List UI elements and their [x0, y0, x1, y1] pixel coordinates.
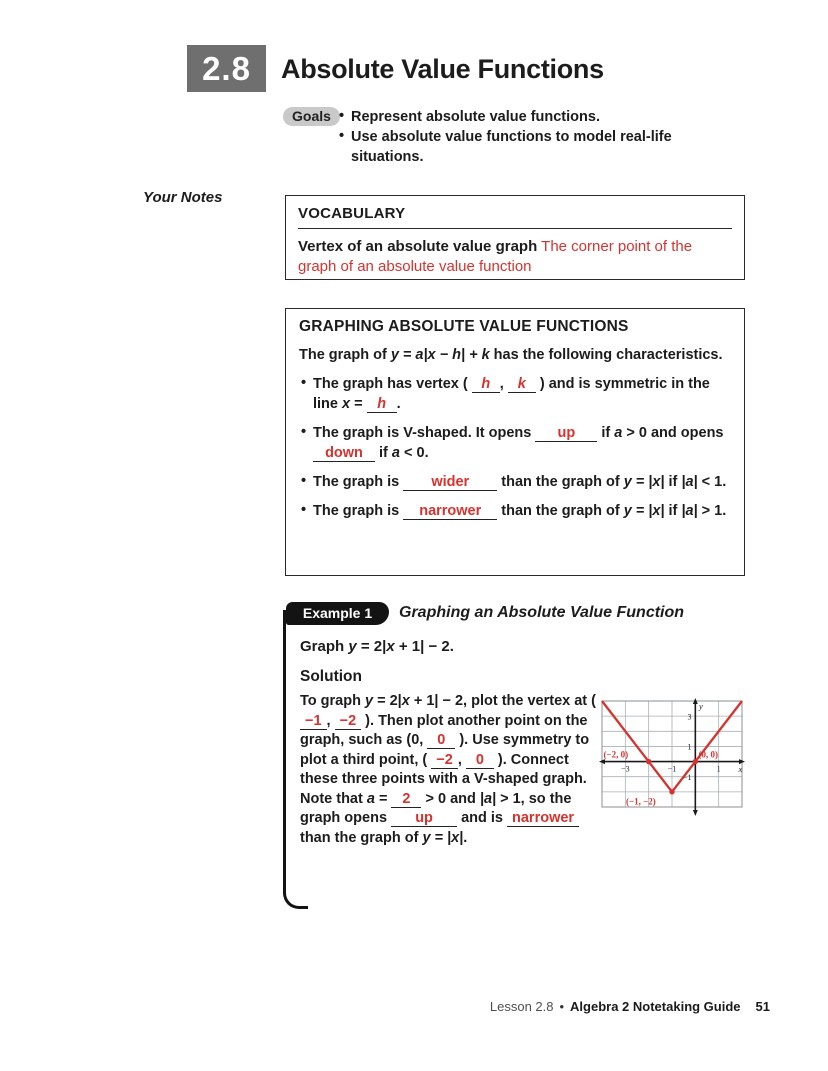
fill-in-blank: up	[535, 426, 597, 442]
text-fragment: > 1, so the graph opens	[300, 790, 572, 826]
divider	[298, 228, 732, 229]
text-fragment: ). Connect these three points with a V-shaped graph. Note that	[300, 751, 587, 807]
text-fragment: Graph	[300, 638, 349, 655]
text-fragment: a	[614, 425, 623, 441]
text-fragment: + 1| − 2.	[394, 638, 454, 655]
text-fragment: has the following characteristics.	[489, 347, 723, 363]
fill-in-blank: −2	[335, 714, 362, 730]
text-fragment: |a|	[479, 790, 497, 807]
text-fragment: than the graph of	[497, 474, 624, 490]
text-fragment: The graph is	[313, 474, 404, 490]
text-fragment: if	[664, 503, 682, 519]
bullet-icon: •	[301, 502, 307, 518]
goals-list	[337, 107, 729, 167]
vocabulary-box	[285, 195, 745, 280]
fill-in-blank: 0	[427, 733, 455, 749]
text-fragment: < 1.	[697, 474, 727, 490]
text-fragment: |a|	[681, 474, 698, 490]
text-fragment: ,	[499, 376, 508, 392]
text-fragment: = 2|	[373, 693, 402, 709]
text-fragment: < 0.	[400, 445, 429, 461]
text-fragment: a	[366, 790, 375, 807]
solution-paragraph	[300, 692, 604, 848]
text-fragment: x	[342, 396, 351, 412]
footer-separator: •	[559, 999, 565, 1014]
text-fragment: y = |x|	[422, 829, 464, 846]
bullet-icon: •	[339, 108, 345, 124]
y-tick-label: 1	[687, 742, 692, 752]
text-fragment: ,	[326, 712, 335, 729]
solution-heading: Solution	[300, 668, 362, 685]
rule-text	[313, 474, 726, 490]
point-neg2-0	[646, 759, 651, 764]
goal-text: Use absolute value functions to model real-life situations.	[351, 129, 672, 165]
text-fragment: y	[348, 638, 357, 655]
text-fragment: and is	[457, 810, 508, 826]
bullet-icon: •	[301, 424, 307, 440]
example-title: Graphing an Absolute Value Function	[399, 604, 685, 621]
y-axis-bottom-arrow-icon	[693, 810, 698, 816]
rule-text	[313, 376, 710, 412]
text-fragment: .	[463, 829, 468, 846]
text-fragment: = 2|	[356, 638, 387, 655]
footer-book-title: Algebra 2 Notetaking Guide	[570, 999, 741, 1014]
fill-in-blank: narrower	[403, 504, 497, 520]
text-fragment: than the graph of	[300, 829, 423, 846]
goal-item	[337, 107, 729, 127]
x-axis-label: x	[738, 764, 743, 774]
rule-bullet	[299, 423, 731, 463]
vocabulary-entry	[298, 237, 732, 277]
rule-text	[313, 425, 724, 461]
text-fragment: The graph of	[299, 347, 391, 363]
fill-in-blank: −1	[300, 714, 327, 730]
text-fragment: + 1| − 2, plot the vertex at (	[409, 693, 596, 709]
y-tick-label: 3	[687, 712, 692, 722]
y-tick-label: −1	[682, 773, 692, 782]
text-fragment: .	[396, 396, 401, 412]
rule-bullet	[299, 501, 731, 521]
absolute-value-graph-figure	[599, 698, 745, 818]
your-notes-label: Your Notes	[143, 189, 223, 206]
rule-bullet	[299, 374, 731, 414]
vocabulary-term: Vertex of an absolute value graph	[298, 238, 538, 255]
lesson-number-badge: 2.8	[187, 45, 266, 92]
text-fragment: if	[597, 425, 615, 441]
point-label-neg2-0: (−2, 0)	[603, 749, 629, 760]
text-fragment: ) and is symmetric in the line	[313, 376, 710, 412]
text-fragment: > 0 and opens	[622, 425, 724, 441]
fill-in-blank: narrower	[507, 811, 579, 827]
point-label-vertex: (−1, −2)	[626, 796, 656, 807]
fill-in-blank: h	[472, 377, 500, 393]
graphing-rules-box	[285, 308, 745, 576]
rule-bullet	[299, 472, 731, 492]
page-title: Absolute Value Functions	[281, 54, 604, 84]
text-fragment: a	[391, 445, 400, 461]
fill-in-blank: −2	[431, 753, 458, 769]
goal-item	[337, 127, 729, 167]
text-fragment: ). Then plot another point on the graph, such as (0,	[300, 712, 588, 748]
x-tick-label: −1	[667, 764, 677, 774]
bullet-icon: •	[301, 375, 307, 391]
point-0-0	[693, 759, 698, 764]
text-fragment: x	[386, 638, 395, 655]
page-footer	[420, 999, 770, 1014]
text-fragment: The graph is	[313, 503, 404, 519]
fill-in-blank: up	[391, 811, 457, 827]
text-fragment: x	[401, 693, 410, 709]
text-fragment: |a|	[681, 503, 698, 519]
text-fragment: if	[375, 445, 392, 461]
text-fragment: y = |x|	[623, 503, 665, 519]
x-tick-label: 1	[716, 764, 721, 774]
fill-in-blank: down	[313, 446, 375, 462]
fill-in-blank: 2	[391, 792, 421, 808]
text-fragment: ). Use symmetry to plot a third point, (	[300, 732, 590, 768]
text-fragment: > 0 and	[421, 790, 480, 807]
text-fragment: y = |x|	[623, 474, 665, 490]
fill-in-blank: h	[367, 397, 397, 413]
text-fragment: y	[364, 693, 374, 709]
text-fragment: ,	[457, 751, 466, 768]
text-fragment: The graph is V-shaped. It opens	[313, 425, 536, 441]
text-fragment: =	[350, 396, 367, 412]
x-tick-label: −3	[621, 764, 630, 774]
rule-text	[313, 503, 726, 519]
text-fragment: > 1.	[697, 503, 727, 519]
fill-in-blank: wider	[403, 475, 497, 491]
text-fragment: y = a|x − h| + k	[390, 347, 490, 363]
vocabulary-title: VOCABULARY	[298, 205, 406, 222]
point-label-0-0: (0, 0)	[698, 749, 718, 760]
vocabulary-definition-handwritten: The corner point of the graph of an absolute value function	[298, 238, 693, 275]
vertex-point	[669, 789, 674, 794]
text-fragment: =	[374, 790, 392, 807]
bullet-icon: •	[301, 473, 307, 489]
graphing-box-intro	[299, 345, 731, 365]
graphing-box-title: GRAPHING ABSOLUTE VALUE FUNCTIONS	[299, 318, 629, 335]
y-axis-label: y	[699, 701, 703, 711]
fill-in-blank: 0	[466, 753, 494, 769]
bullet-icon: •	[339, 128, 345, 144]
goals-badge: Goals	[283, 107, 340, 126]
text-fragment: The graph has vertex (	[313, 376, 472, 392]
footer-lesson: Lesson 2.8	[489, 999, 554, 1014]
fill-in-blank: k	[508, 377, 536, 393]
text-fragment: than the graph of	[497, 503, 624, 519]
example-label: Example 1	[286, 602, 389, 625]
goal-text: Represent absolute value functions.	[351, 109, 600, 125]
text-fragment: To graph	[300, 693, 365, 709]
example-problem	[300, 638, 454, 655]
text-fragment: if	[664, 474, 682, 490]
footer-page-number: 51	[755, 999, 770, 1014]
